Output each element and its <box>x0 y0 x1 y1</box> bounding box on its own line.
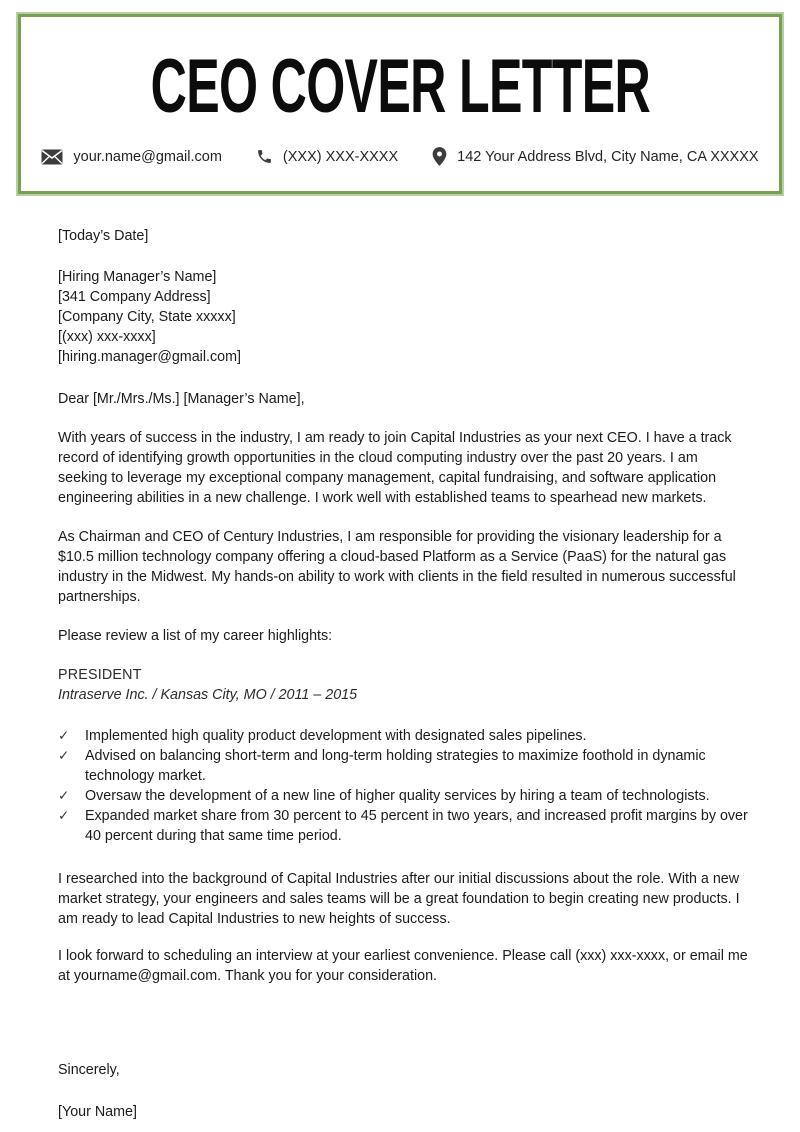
highlight-text: Oversaw the development of a new line of higher quality services by hiring a team of technologists. <box>85 788 710 804</box>
checkmark-icon: ✓ <box>58 808 70 823</box>
recipient-block <box>58 267 750 367</box>
contact-bar <box>41 147 758 166</box>
contact-phone-text: (XXX) XXX-XXXX <box>282 148 399 165</box>
recipient-line: [hiring.manager@gmail.com] <box>58 349 241 365</box>
page-title: CEO COVER LETTER <box>150 44 650 129</box>
location-pin-icon <box>432 147 447 166</box>
checkmark-icon: ✓ <box>58 788 70 803</box>
job-title: PRESIDENT <box>58 667 142 683</box>
paragraph: I researched into the background of Capital Industries after our initial discussions about the role. With a new market strategy, your engineers and sales teams will be a great foundation to begin creating new products. I am ready to lead Capital Industries to new heights of success. <box>58 871 740 927</box>
list-item <box>58 806 750 846</box>
paragraph: With years of success in the industry, I am ready to join Capital Industries as your next CEO. I have a track record of identifying growth opportunities in the cloud computing industry over the past 20 years. I am seeking to leverage my exceptional company management, capital fundraising, and software application engineering abilities in a new challenge. I work well with established teams to spearhead new markets. <box>58 430 732 506</box>
highlight-text: Expanded market share from 30 percent to 45 percent in two years, and increased profit margins by over 40 percent during that same time period. <box>85 808 748 844</box>
phone-icon <box>256 148 273 165</box>
highlight-text: Implemented high quality product development with designated sales pipelines. <box>85 728 587 744</box>
contact-phone <box>256 148 398 165</box>
letterhead <box>18 14 782 194</box>
title-wrap <box>21 44 779 129</box>
list-item <box>58 726 750 746</box>
paragraph: As Chairman and CEO of Century Industries, I am responsible for providing the visionary leadership for a $10.5 million technology company offering a cloud-based Platform as a Service (PaaS) for the natural gas industry in the Midwest. My hands-on ability to work with clients in the field resulted in numerous successful partnerships. <box>58 529 736 605</box>
highlights-intro: Please review a list of my career highlights: <box>58 628 333 644</box>
paragraph: I look forward to scheduling an interview at your earliest convenience. Please call (xxx) xxx-xxxx, or email me at yourname@gmail.com. Thank you for your consideration. <box>58 948 748 984</box>
recipient-line: [Hiring Manager’s Name] <box>58 269 217 285</box>
checkmark-icon: ✓ <box>58 728 70 743</box>
contact-email-text: your.name@gmail.com <box>73 148 222 165</box>
recipient-line: [(xxx) xxx-xxxx] <box>58 329 156 345</box>
list-item <box>58 746 750 786</box>
contact-address <box>432 147 758 166</box>
date-line: [Today’s Date] <box>58 228 149 244</box>
highlight-text: Advised on balancing short-term and long-term holding strategies to maximize foothold in dynamic technology market. <box>85 748 706 784</box>
letter-body <box>58 196 750 1122</box>
salutation: Dear [Mr./Mrs./Ms.] [Manager’s Name], <box>58 391 305 407</box>
valediction: Sincerely, <box>58 1062 120 1078</box>
envelope-icon <box>41 149 63 165</box>
recipient-line: [Company City, State xxxxx] <box>58 309 236 325</box>
list-item <box>58 786 750 806</box>
contact-email <box>41 149 222 165</box>
checkmark-icon: ✓ <box>58 748 70 763</box>
signature-name: [Your Name] <box>58 1104 137 1120</box>
recipient-line: [341 Company Address] <box>58 289 211 305</box>
contact-address-text: 142 Your Address Blvd, City Name, CA XXXXX <box>457 148 759 165</box>
job-details: Intraserve Inc. / Kansas City, MO / 2011 – 2015 <box>58 687 358 703</box>
highlights-list <box>58 726 750 846</box>
